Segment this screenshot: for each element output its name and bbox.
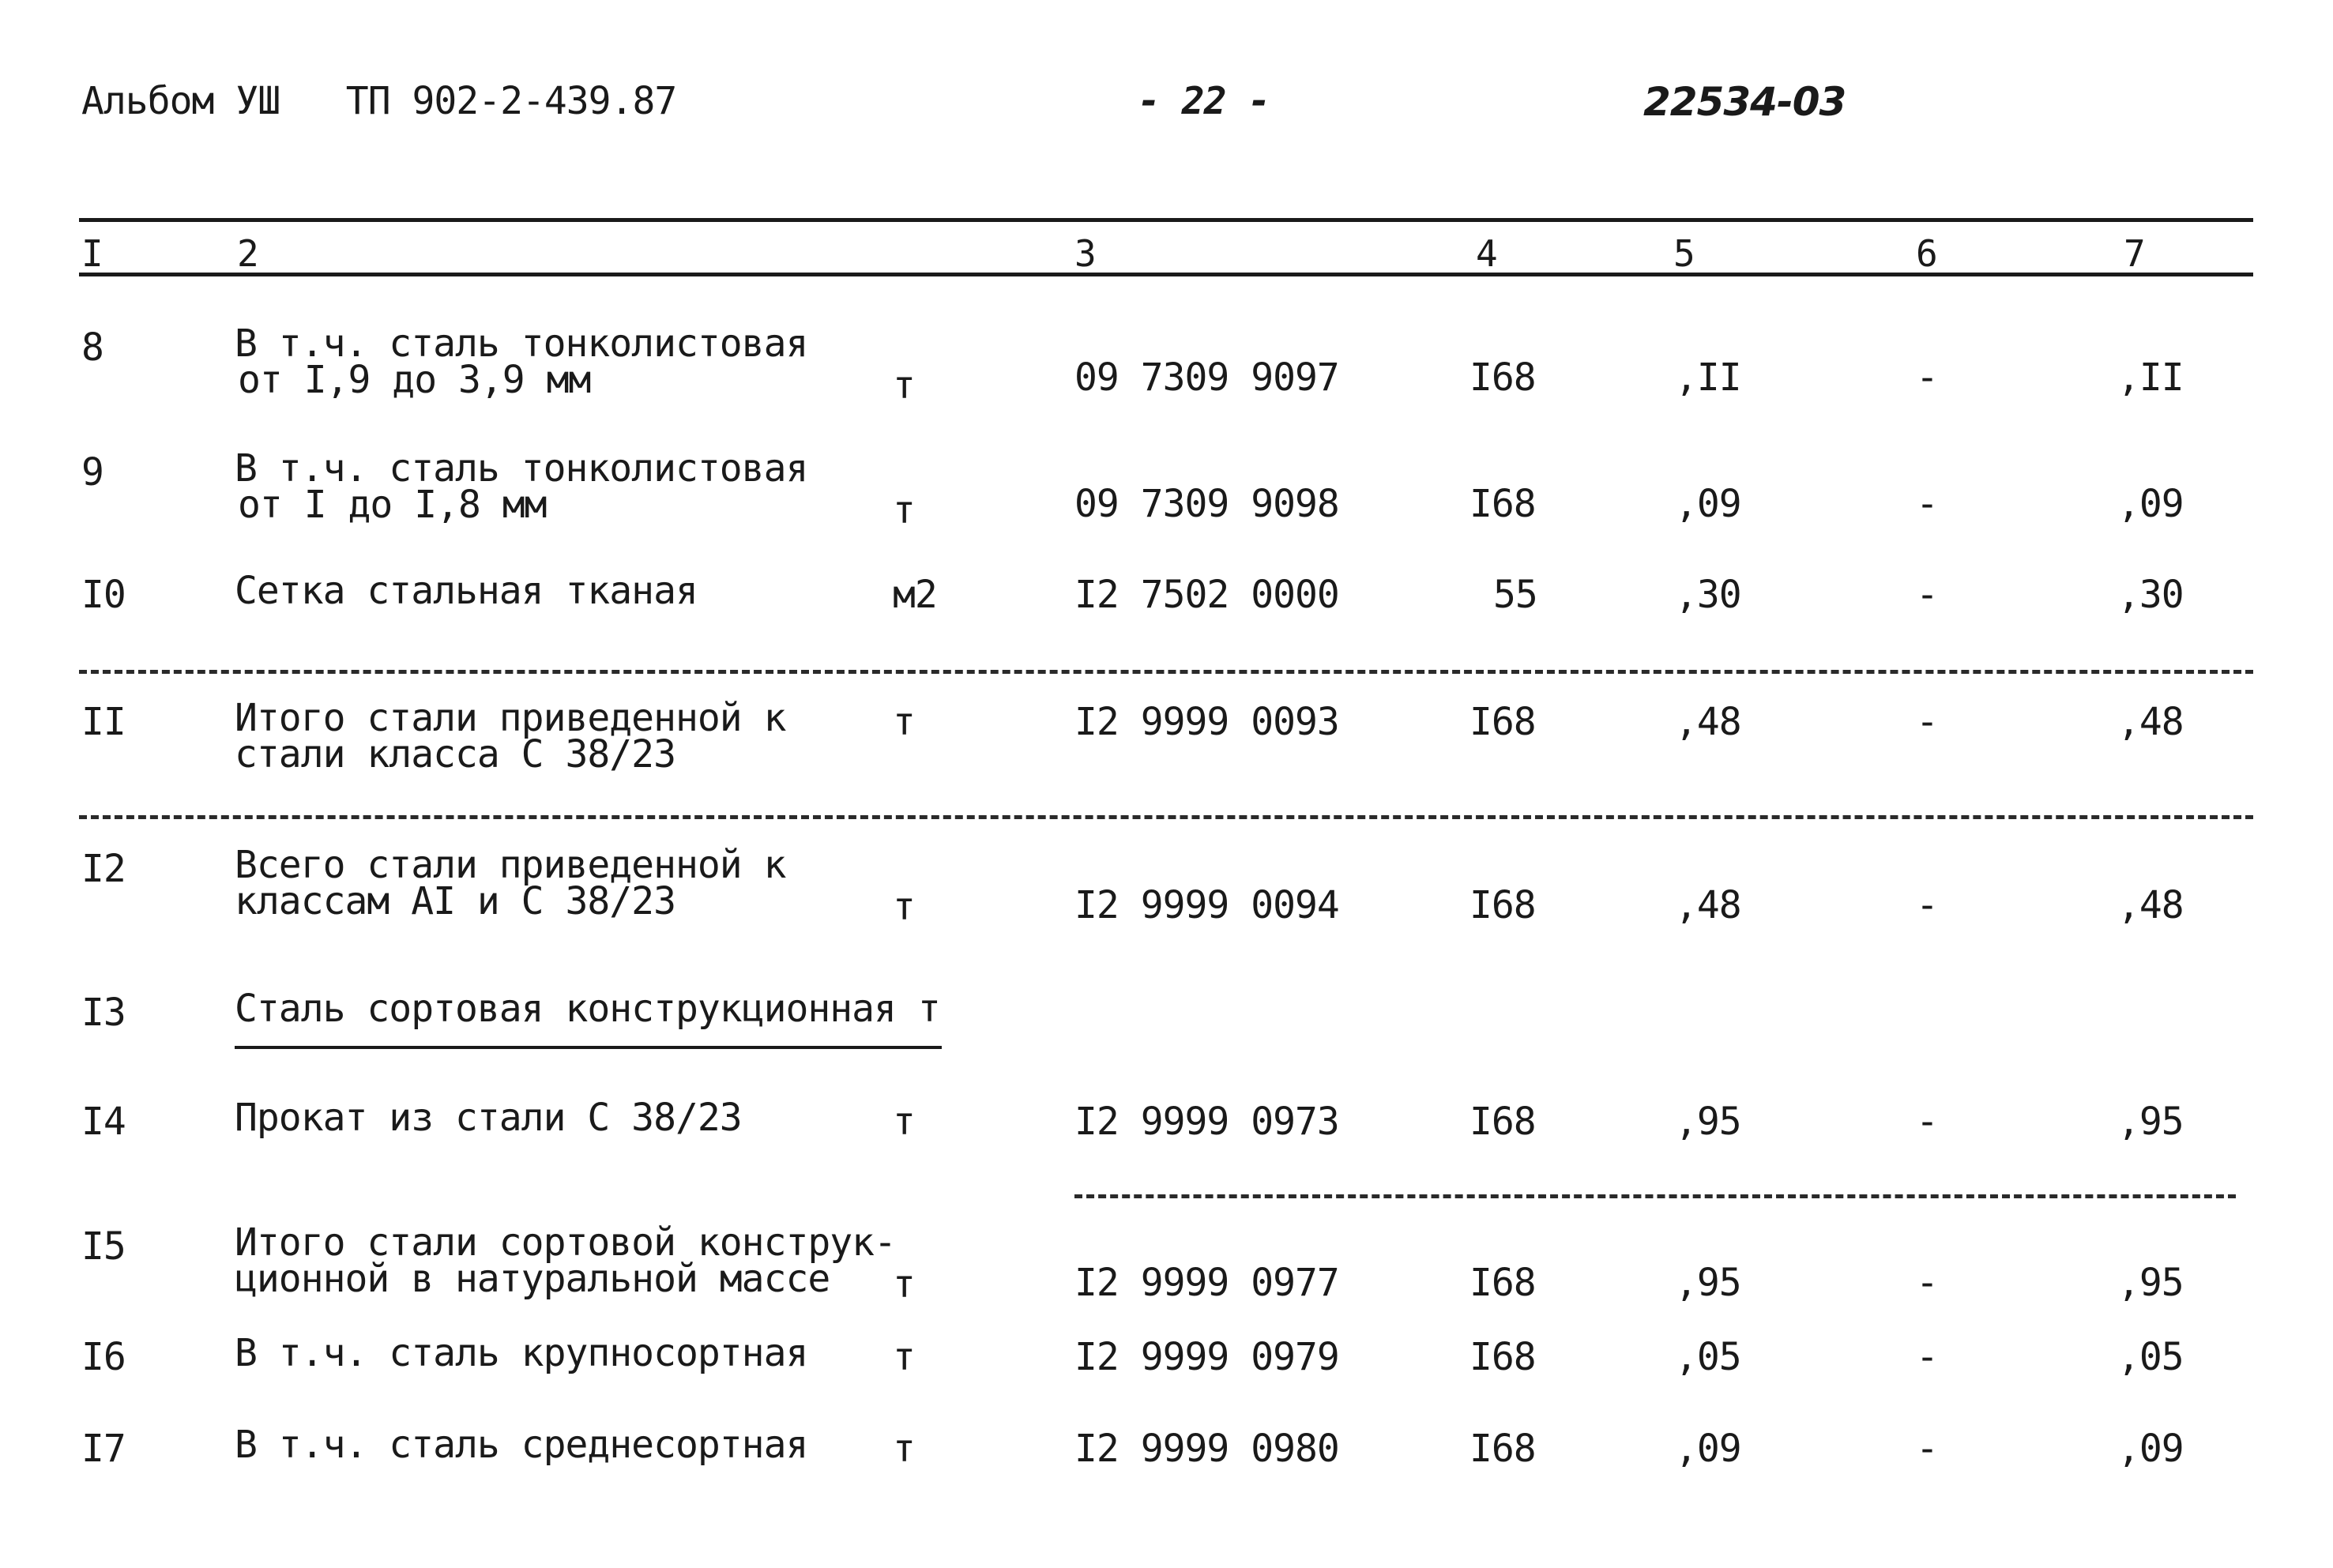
row-name: [235, 321, 808, 402]
row-number: I7: [81, 1427, 126, 1471]
row-col4: I68: [1469, 1335, 1536, 1379]
row-number: 8: [81, 325, 103, 370]
row-unit: т: [893, 363, 915, 408]
row-code: I2 9999 0977: [1074, 1261, 1339, 1305]
row-name: [235, 696, 786, 776]
row-name: [235, 843, 786, 923]
row-col7: ,48: [2117, 883, 2184, 927]
row-name-line1: В т.ч. сталь тонколистовая: [235, 446, 808, 491]
row-col4: I68: [1469, 1427, 1536, 1471]
row-code: I2 7502 0000: [1074, 573, 1339, 617]
row-unit: т: [893, 1427, 915, 1471]
row-code: I2 9999 0979: [1074, 1335, 1339, 1379]
row-unit: т: [893, 1100, 915, 1144]
row-col4: I68: [1469, 1100, 1536, 1144]
row-name-line1: В т.ч. сталь тонколистовая: [235, 321, 808, 366]
column-header-7: 7: [2124, 232, 2146, 275]
row-unit: т: [893, 885, 915, 929]
row-col7: ,05: [2117, 1335, 2184, 1379]
row-col7: ,II: [2117, 355, 2184, 400]
subtotal-dashed-rule-2: [1074, 1194, 2236, 1198]
row-number: I0: [81, 573, 126, 617]
row-col6: -: [1916, 355, 1938, 400]
row-unit: т: [893, 1335, 915, 1379]
row-code: I2 9999 0973: [1074, 1100, 1339, 1144]
row-col6: -: [1916, 1261, 1938, 1305]
row-unit: т: [893, 700, 915, 744]
row-col6: -: [1916, 1335, 1938, 1379]
row-col4: I68: [1469, 700, 1536, 744]
row-code: I2 9999 0093: [1074, 700, 1339, 744]
row-col6: -: [1916, 1427, 1938, 1471]
row-col5: ,30: [1675, 573, 1741, 617]
row-col4: 55: [1493, 573, 1537, 617]
row-col5: ,48: [1675, 883, 1741, 927]
page-number: - 22 -: [1138, 79, 1270, 123]
row-name: В т.ч. сталь крупносортная: [235, 1331, 808, 1375]
row-col4: I68: [1469, 355, 1536, 400]
table-top-rule: [79, 218, 2253, 222]
row-col7: ,95: [2117, 1261, 2184, 1305]
row-col7: ,30: [2117, 573, 2184, 617]
column-header-4: 4: [1476, 232, 1498, 275]
row-col4: I68: [1469, 883, 1536, 927]
subtotal-dashed-rule: [79, 670, 2253, 674]
row-col6: -: [1916, 482, 1938, 526]
row-code: 09 7309 9097: [1074, 355, 1339, 400]
row-col5: ,48: [1675, 700, 1741, 744]
row-code: 09 7309 9098: [1074, 482, 1339, 526]
row-col5: ,09: [1675, 482, 1741, 526]
row-name-line1: Итого стали сортовой конструк-: [235, 1220, 896, 1265]
row-name-line2: классам АI и С 38/23: [235, 879, 675, 923]
row-name: Сталь сортовая конструкционная т: [235, 987, 940, 1031]
row-number: I3: [81, 991, 126, 1035]
row-unit: т: [893, 1262, 915, 1307]
project-code: ТП 902-2-439.87: [345, 79, 677, 123]
row-unit: м2: [893, 573, 937, 617]
row-name-line1: Итого стали приведенной к: [235, 696, 786, 740]
row-number: II: [81, 700, 126, 744]
sheet-code: 22534-03: [1643, 79, 1846, 125]
row-number: I4: [81, 1100, 126, 1144]
row-number: 9: [81, 450, 103, 494]
row-name: В т.ч. сталь среднесортная: [235, 1423, 808, 1467]
row-col5: ,95: [1675, 1100, 1741, 1144]
row-name: [235, 1220, 896, 1301]
row-col6: -: [1916, 1100, 1938, 1144]
row-name-line2: от I до I,8 мм: [238, 483, 547, 527]
row-code: I2 9999 0980: [1074, 1427, 1339, 1471]
row-name: Сетка стальная тканая: [235, 569, 698, 613]
row-code: I2 9999 0094: [1074, 883, 1339, 927]
row-number: I2: [81, 847, 126, 891]
row-col5: ,09: [1675, 1427, 1741, 1471]
total-dashed-rule: [79, 815, 2253, 819]
row-name: Прокат из стали С 38/23: [235, 1096, 742, 1140]
column-header-rule: [79, 273, 2253, 276]
row-col5: ,95: [1675, 1261, 1741, 1305]
row-name-line1: Всего стали приведенной к: [235, 843, 786, 887]
row-col6: -: [1916, 700, 1938, 744]
row-name: [235, 446, 808, 527]
row-col5: ,II: [1675, 355, 1741, 400]
row-name-line2: стали класса С 38/23: [235, 732, 675, 776]
column-header-2: 2: [237, 232, 259, 275]
row-number: I5: [81, 1224, 126, 1269]
column-header-3: 3: [1074, 232, 1097, 275]
row-col6: -: [1916, 573, 1938, 617]
album-label: Альбом УШ: [81, 79, 280, 123]
album-title: [81, 79, 676, 123]
column-header-1: I: [81, 232, 103, 275]
row-col4: I68: [1469, 482, 1536, 526]
row-name-line2: ционной в натуральной массе: [235, 1257, 830, 1301]
column-header-6: 6: [1916, 232, 1938, 275]
column-header-5: 5: [1673, 232, 1695, 275]
section-heading-underline: [235, 1046, 942, 1049]
row-col6: -: [1916, 883, 1938, 927]
row-col7: ,09: [2117, 482, 2184, 526]
row-col4: I68: [1469, 1261, 1536, 1305]
row-name-line2: от I,9 до 3,9 мм: [238, 358, 591, 402]
row-col5: ,05: [1675, 1335, 1741, 1379]
row-col7: ,95: [2117, 1100, 2184, 1144]
row-unit: т: [893, 488, 915, 532]
row-number: I6: [81, 1335, 126, 1379]
row-col7: ,48: [2117, 700, 2184, 744]
row-col7: ,09: [2117, 1427, 2184, 1471]
